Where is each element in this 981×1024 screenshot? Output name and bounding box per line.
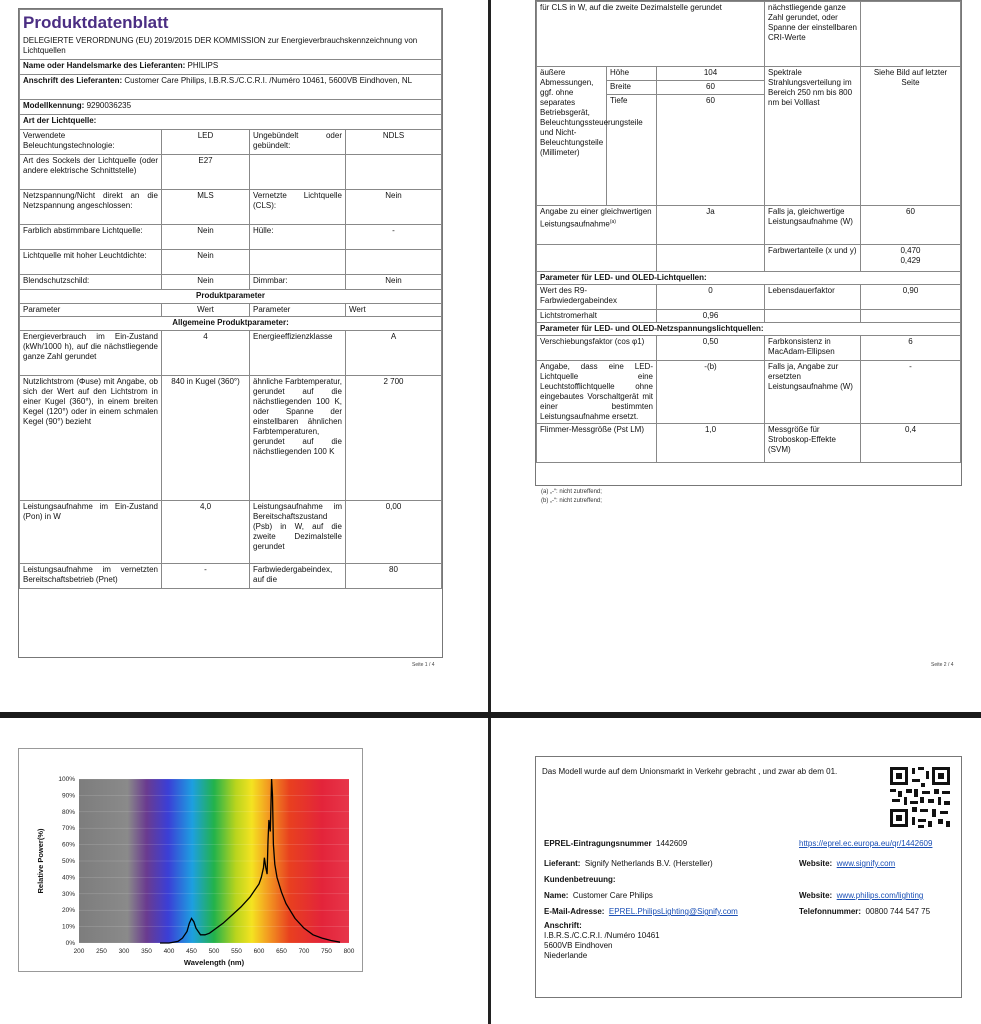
- table-row: [20, 190, 442, 225]
- life-label: Lebensdauerfaktor: [765, 285, 861, 310]
- name-value: Customer Care Philips: [572, 891, 653, 900]
- table-row: [20, 225, 442, 250]
- param-value: -: [346, 225, 442, 250]
- pf-label: Verschiebungsfaktor (cos φ1): [537, 336, 657, 361]
- param-value: A: [346, 331, 442, 376]
- eprel-label: EPREL-Eintragungsnummer: [544, 839, 652, 848]
- supplier-value: Signify Netherlands B.V. (Hersteller): [584, 859, 713, 868]
- param-label: Energieeffizienzklasse: [250, 331, 346, 376]
- param-value: Nein: [346, 275, 442, 290]
- param-label: Verwendete Beleuchtungstechnologie:: [20, 130, 162, 155]
- param-label: Leistungsaufnahme im Bereitschaftszustand (Psb) in W, auf die zweite Dezimalstelle gerundet: [250, 501, 346, 564]
- param-value: 2 700: [346, 376, 442, 501]
- x-tick-label: 300: [118, 948, 130, 955]
- y-axis-label: Relative Power(%): [36, 828, 45, 894]
- param-value: 4: [162, 331, 250, 376]
- cls-standby-label: für CLS in W, auf die zweite Dezimalstelle gerundet: [537, 2, 765, 67]
- address-value: Customer Care Philips, I.B.R.S./C.C.R.I. /Numéro 10461, 5600VB Eindhoven, NL: [124, 76, 413, 85]
- footnote-a: (a) „-“: nicht zutreffend;: [541, 489, 602, 495]
- col-header-value: Wert: [162, 304, 250, 317]
- param-label: [250, 155, 346, 190]
- page-number: Seite 2 / 4: [931, 662, 954, 668]
- y-tick-label: 10%: [61, 923, 75, 931]
- param-value: Nein: [346, 190, 442, 225]
- footnote-b: (b) „-“: nicht zutreffend;: [541, 498, 602, 504]
- param-value: [346, 250, 442, 275]
- table-row: [20, 331, 442, 376]
- dim-name: Höhe: [607, 67, 657, 81]
- supplier-label: Name oder Handelsmarke des Lieferanten:: [23, 61, 186, 70]
- phone-value: 00800 744 547 75: [865, 907, 931, 916]
- chroma-label: Farbwertanteile (x und y): [765, 245, 861, 272]
- param-value: NDLS: [346, 130, 442, 155]
- param-value: MLS: [162, 190, 250, 225]
- param-label: Dimmbar:: [250, 275, 346, 290]
- table-row: [20, 501, 442, 564]
- mains-header: Parameter für LED- und OLED-Netzspannungslichtquellen:: [537, 323, 961, 336]
- param-label: Netzspannung/Nicht direkt an die Netzspannung angeschlossen:: [20, 190, 162, 225]
- cri-rounding-label: nächstliegende ganze Zahl gerundet, oder Spanne der einstellbaren CRI-Werte: [765, 2, 861, 67]
- macadam-value: 6: [861, 336, 961, 361]
- param-value: -: [162, 564, 250, 589]
- param-value: 0,00: [346, 501, 442, 564]
- chroma-x: 0,470: [900, 246, 921, 255]
- equiv-footnote: (a): [609, 219, 616, 225]
- y-tick-label: 90%: [61, 792, 75, 800]
- param-value: 80: [346, 564, 442, 589]
- page2-frame: [535, 0, 962, 486]
- spectral-value: Siehe Bild auf letzter Seite: [861, 67, 961, 206]
- x-tick-label: 200: [73, 948, 85, 955]
- address-line: I.B.R.S./C.C.R.I. /Numéro 10461: [544, 931, 660, 940]
- market-intro: Das Modell wurde auf dem Unionsmarkt in Verkehr gebracht , und zwar ab dem 01.: [542, 767, 838, 776]
- x-tick-label: 400: [163, 948, 175, 955]
- regulation-text: DELEGIERTE VERORDNUNG (EU) 2019/2015 DER KOMMISSION zur Energieverbrauchskennzeichnung von Lichtquellen: [23, 36, 418, 55]
- x-axis-label: Wavelength (nm): [183, 958, 245, 967]
- table-row: [20, 130, 442, 155]
- product-params-header: Produktparameter: [20, 290, 442, 304]
- address-label: Anschrift:: [544, 921, 582, 930]
- spectral-label: Spektrale Strahlungsverteilung im Bereich 250 nm bis 800 nm bei Volllast: [765, 67, 861, 206]
- dims-label: äußere Abmessungen, ggf. ohne separates Betriebsgerät, Beleuchtungssteuerungsteile und Nicht-Beleuchtungsteile (Millimeter): [537, 67, 607, 206]
- y-tick-label: 20%: [61, 907, 75, 915]
- x-tick-label: 750: [321, 948, 332, 955]
- strobo-label: Messgröße für Stroboskop-Effekte (SVM): [765, 424, 861, 463]
- x-tick-label: 350: [141, 948, 152, 955]
- dim-value: 60: [657, 81, 765, 95]
- flicker-value: 1,0: [657, 424, 765, 463]
- eprel-value: 1442609: [656, 839, 688, 848]
- dim-name: Tiefe: [607, 95, 657, 206]
- page-divider-horizontal: [0, 712, 981, 718]
- email-link[interactable]: EPREL.PhilipsLighting@Signify.com: [608, 907, 738, 916]
- y-tick-label: 40%: [61, 874, 75, 882]
- col-header-param: Parameter: [250, 304, 346, 317]
- param-value: [346, 155, 442, 190]
- table-row: [20, 275, 442, 290]
- pf-value: 0,50: [657, 336, 765, 361]
- equiv-label: Angabe zu einer gleichwertigen Leistungsaufnahme: [540, 207, 652, 229]
- x-tick-label: 250: [96, 948, 107, 955]
- param-label: Energieverbrauch im Ein-Zustand (kWh/1000 h), auf die nächstliegende ganze Zahl gerundet: [20, 331, 162, 376]
- chart-frame: [18, 748, 363, 972]
- param-value: Nein: [162, 275, 250, 290]
- equiv-power-label: Falls ja, gleichwertige Leistungsaufnahme (W): [765, 206, 861, 245]
- flicker-label: Flimmer-Messgröße (Pst LM): [537, 424, 657, 463]
- r9-value: 0: [657, 285, 765, 310]
- equiv-power-value: 60: [861, 206, 961, 245]
- website-link[interactable]: www.signify.com: [836, 859, 896, 868]
- page-number: Seite 1 / 4: [412, 662, 435, 668]
- page-divider-vertical: [488, 0, 491, 1024]
- qr-code-icon: [888, 765, 952, 829]
- spectrum-chart: [19, 749, 362, 971]
- address-line: 5600VB Eindhoven: [544, 941, 613, 950]
- model-label: Modellkennung:: [23, 101, 85, 110]
- lumen-label: Lichtstromerhalt: [537, 310, 657, 323]
- replace-value: -(b): [657, 361, 765, 424]
- strobo-value: 0,4: [861, 424, 961, 463]
- param-label: [250, 250, 346, 275]
- philips-website-link[interactable]: www.philips.com/lighting: [836, 891, 924, 900]
- param-label: Leistungsaufnahme im vernetzten Bereitschaftsbetrieb (Pnet): [20, 564, 162, 589]
- life-value: 0,90: [861, 285, 961, 310]
- y-tick-label: 60%: [61, 841, 75, 849]
- param-label: Ungebündelt oder gebündelt:: [250, 130, 346, 155]
- r9-label: Wert des R9-Farbwiedergabeindex: [537, 285, 657, 310]
- col-header-value: Wert: [346, 304, 442, 317]
- datasheet-page-3: [0, 718, 488, 1024]
- chroma-y: 0,429: [900, 256, 921, 265]
- y-tick-label: 100%: [58, 776, 75, 783]
- name-label: Name:: [544, 891, 569, 900]
- x-tick-label: 450: [186, 948, 197, 955]
- model-value: 9290036235: [86, 101, 132, 110]
- datasheet-page-2: [491, 0, 981, 712]
- y-tick-label: 80%: [61, 808, 75, 816]
- x-tick-label: 800: [343, 948, 355, 955]
- type-header: Art der Lichtquelle:: [20, 115, 442, 130]
- general-header: Allgemeine Produktparameter:: [20, 317, 442, 331]
- table-row: [20, 376, 442, 501]
- table-row: [20, 564, 442, 589]
- led-header: Parameter für LED- und OLED-Lichtquellen:: [537, 272, 961, 285]
- supplier-value: PHILIPS: [187, 61, 219, 70]
- email-label: E-Mail-Adresse:: [544, 907, 605, 916]
- page1-frame: [18, 8, 443, 658]
- replace-power-value: -: [861, 361, 961, 424]
- customer-service-label: Kundenbetreuung:: [544, 875, 616, 884]
- param-label: Hülle:: [250, 225, 346, 250]
- website2-label: Website:: [799, 891, 833, 900]
- param-label: Leistungsaufnahme im Ein-Zustand (Pon) in W: [20, 501, 162, 564]
- param-value: Nein: [162, 225, 250, 250]
- datasheet-page-1: [0, 0, 488, 712]
- table-row: [20, 250, 442, 275]
- replace-power-label: Falls ja, Angabe zur ersetzten Leistungsaufnahme (W): [765, 361, 861, 424]
- y-tick-label: 70%: [61, 825, 75, 833]
- param-value: 840 in Kugel (360°): [162, 376, 250, 501]
- lumen-value: 0,96: [657, 310, 765, 323]
- param-value: LED: [162, 130, 250, 155]
- y-tick-label: 50%: [61, 858, 75, 865]
- param-label: Blendschutzschild:: [20, 275, 162, 290]
- x-tick-label: 550: [231, 948, 242, 955]
- dim-value: 104: [657, 67, 765, 81]
- param-label: Vernetzte Lichtquelle (CLS):: [250, 190, 346, 225]
- page4-frame: [535, 756, 962, 998]
- y-tick-label: 0%: [65, 940, 75, 947]
- datasheet-page-4: [491, 718, 981, 1024]
- param-label: Art des Sockels der Lichtquelle (oder andere elektrische Schnittstelle): [20, 155, 162, 190]
- equiv-value: Ja: [657, 206, 765, 245]
- param-label: Farblich abstimmbare Lichtquelle:: [20, 225, 162, 250]
- eprel-link[interactable]: https://eprel.ec.europa.eu/qr/1442609: [799, 839, 933, 848]
- param-label: Nutzlichtstrom (Φuse) mit Angabe, ob sich der Wert auf den Lichtstrom in einer Kugel (360°), in einem breiten Kegel (120°) oder in einem schmalen Kegel (90°) bezieht: [20, 376, 162, 501]
- address-line: Niederlande: [544, 951, 588, 960]
- x-tick-label: 500: [208, 948, 220, 955]
- dim-value: 60: [657, 95, 765, 206]
- param-label: Lichtquelle mit hoher Leuchtdichte:: [20, 250, 162, 275]
- y-tick-label: 30%: [61, 890, 75, 898]
- phone-label: Telefonnummer:: [799, 907, 862, 916]
- param-label: Farbwiedergabeindex, auf die: [250, 564, 346, 589]
- x-tick-label: 600: [253, 948, 265, 955]
- macadam-label: Farbkonsistenz in MacAdam-Ellipsen: [765, 336, 861, 361]
- x-tick-label: 700: [298, 948, 310, 955]
- param-value: E27: [162, 155, 250, 190]
- page-title: Produktdatenblatt: [23, 13, 169, 32]
- param-value: 4,0: [162, 501, 250, 564]
- supplier-label: Lieferant:: [544, 859, 581, 868]
- table-row: [20, 155, 442, 190]
- website-label: Website:: [799, 859, 833, 868]
- replace-label: Angabe, dass eine LED-Lichtquelle eine Leuchtstofflichtquelle ohne eingebautes Vorschaltgerät mit einer bestimmten Leistungsaufnahme ersetzt.: [537, 361, 657, 424]
- param-value: Nein: [162, 250, 250, 275]
- col-header-param: Parameter: [20, 304, 162, 317]
- address-label: Anschrift des Lieferanten:: [23, 76, 123, 85]
- param-label: ähnliche Farbtemperatur, gerundet auf die nächstliegenden 100 K, oder Spanne der einstellbaren ähnlichen Farbtemperaturen, gerundet auf die nächstliegenden 100 K: [250, 376, 346, 501]
- dim-name: Breite: [607, 81, 657, 95]
- x-tick-label: 650: [276, 948, 287, 955]
